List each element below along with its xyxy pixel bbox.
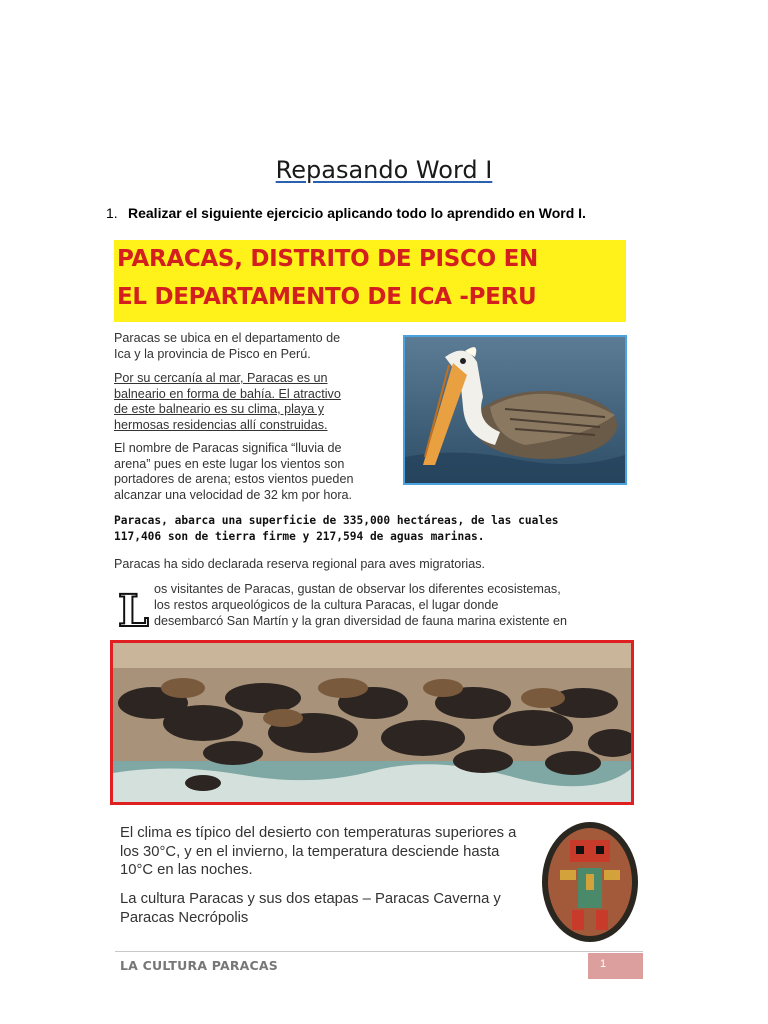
text-line: 10°C en las noches. — [120, 862, 253, 878]
text-line: Paracas, abarca una superficie de 335,000 hectáreas, de las cuales — [114, 514, 559, 527]
text-line: La cultura Paracas y sus dos etapas – Paracas Caverna y — [120, 891, 501, 907]
text-line: los restos arqueológicos de la cultura Paracas, el lugar donde — [154, 598, 499, 612]
text-line: os visitantes de Paracas, gustan de observar los diferentes ecosistemas, — [154, 582, 561, 596]
paragraph-name-meaning — [114, 441, 394, 503]
paragraph-area — [114, 513, 626, 545]
text-line: arena” pues en este lugar los vientos son — [114, 456, 345, 471]
text-line: Ica y la provincia de Pisco en Perú. — [114, 346, 311, 361]
page-number-box — [588, 953, 643, 979]
text-line: Paracas se ubica en el departamento de — [114, 331, 341, 345]
instruction-item — [106, 205, 586, 221]
footer-divider — [115, 951, 643, 952]
paragraph-beach — [114, 371, 392, 433]
instruction-text: Realizar el siguiente ejercicio aplicando todo lo aprendido en Word I. — [128, 205, 586, 221]
text-line: hermosas residencias allí construidas. — [114, 417, 328, 432]
text-line: los 30°C, y en el invierno, la temperatura desciende hasta — [120, 843, 500, 860]
paragraph-climate — [120, 824, 516, 880]
paracas-emblem-image — [540, 820, 640, 945]
dropcap — [116, 588, 152, 630]
text-line: de este balneario es su clima, playa y — [114, 402, 325, 416]
sea-lions-image — [110, 640, 634, 805]
text-line: El nombre de Paracas significa “lluvia de — [114, 441, 342, 455]
sea-lions-illustration — [113, 643, 631, 802]
text-line: balneario en forma de bahía. El atractivo — [114, 386, 341, 401]
list-number: 1. — [106, 205, 118, 221]
text-line: 117,406 son de tierra firme y 217,594 de aguas marinas. — [114, 530, 485, 543]
paragraph-location — [114, 331, 394, 362]
flyer-banner — [114, 240, 626, 322]
banner-line-2: EL DEPARTAMENTO DE ICA -PERU — [117, 284, 537, 310]
text-line: desembarcó San Martín y la gran diversidad de fauna marina existente en — [154, 614, 568, 628]
banner-line-1: PARACAS, DISTRITO DE PISCO EN — [117, 246, 538, 272]
text-line: alcanzar una velocidad de 32 km por hora. — [114, 487, 353, 502]
paragraph-culture — [120, 890, 501, 927]
text-line: Paracas ha sido declarada reserva regional para aves migratorias. — [114, 557, 486, 571]
paracas-emblem-illustration — [540, 820, 640, 945]
document-title: Repasando Word I — [275, 156, 493, 184]
pelican-illustration — [405, 337, 625, 483]
text-line: Por su cercanía al mar, Paracas es un — [114, 371, 328, 385]
paragraph-reserve — [114, 557, 626, 573]
text-line: El clima es típico del desierto con temperaturas superiores a — [120, 825, 517, 841]
dropcap-letter: L — [118, 588, 149, 630]
pelican-image — [403, 335, 627, 485]
text-line: Paracas Necrópolis — [120, 909, 249, 926]
page-number: 1 — [600, 958, 607, 970]
footer-title: LA CULTURA PARACAS — [120, 958, 278, 973]
text-line: portadores de arena; estos vientos pueden — [114, 472, 354, 486]
